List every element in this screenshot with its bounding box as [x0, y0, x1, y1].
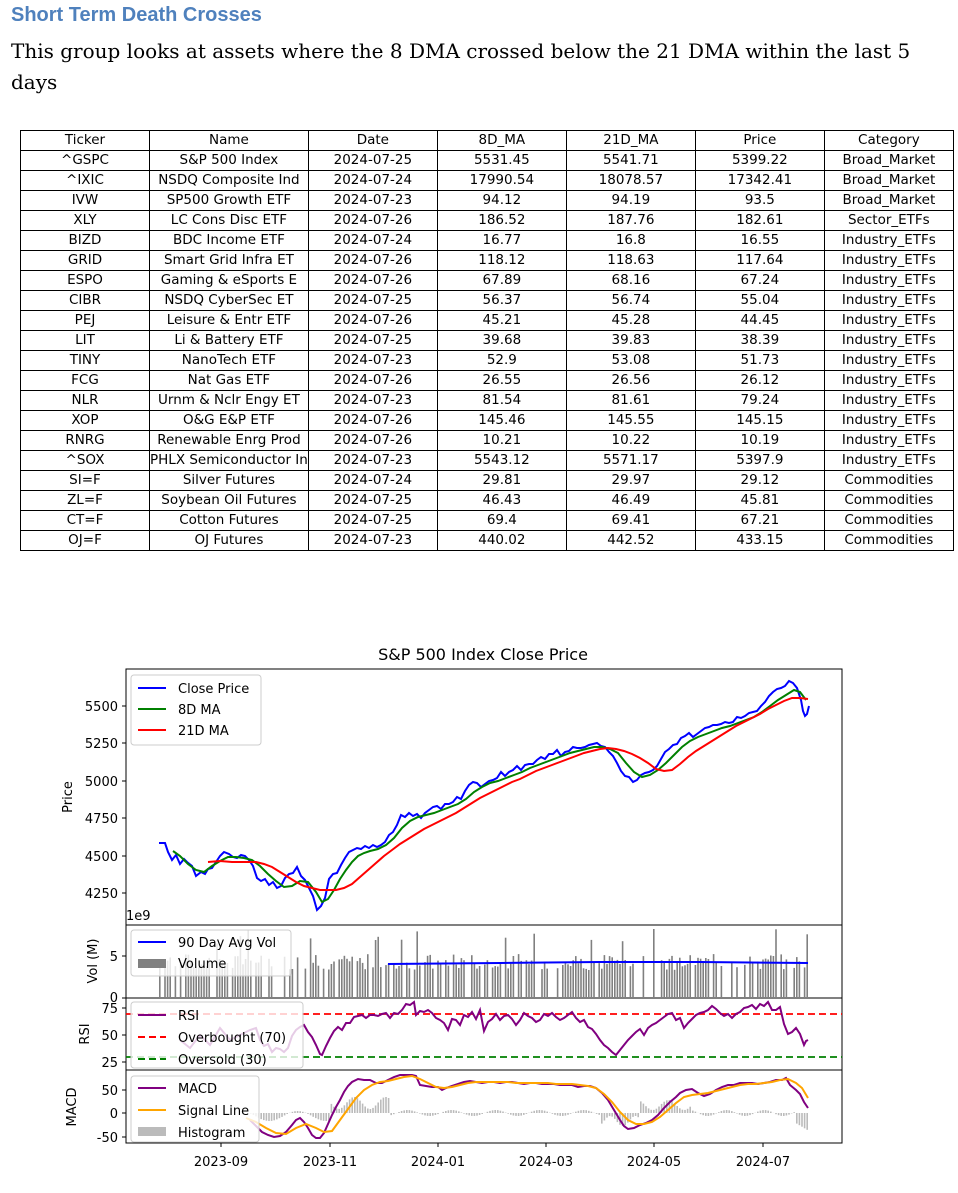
svg-text:5000: 5000	[85, 775, 118, 790]
cell-category: Broad_Market	[824, 151, 953, 171]
cell-21d-ma: 46.49	[566, 491, 695, 511]
avg-volume-line	[388, 962, 808, 964]
cell-date: 2024-07-26	[308, 211, 437, 231]
cell-ticker: RNRG	[21, 431, 150, 451]
svg-text:5250: 5250	[85, 737, 118, 752]
svg-text:0: 0	[110, 1107, 118, 1122]
svg-text:2023-09: 2023-09	[194, 1155, 248, 1170]
macd-legend	[131, 1076, 259, 1142]
legend-oversold: Oversold (30)	[178, 1053, 267, 1068]
cell-21d-ma: 81.61	[566, 391, 695, 411]
signal-line	[246, 1076, 808, 1134]
cell-price: 182.61	[695, 211, 824, 231]
table-row	[21, 211, 954, 231]
table-row	[21, 531, 954, 551]
cell-name: OJ Futures	[150, 531, 309, 551]
cell-21d-ma: 118.63	[566, 251, 695, 271]
cell-category: Industry_ETFs	[824, 451, 953, 471]
cell-ticker: ^IXIC	[21, 171, 150, 191]
col-header-name: Name	[150, 131, 309, 151]
cell-date: 2024-07-26	[308, 271, 437, 291]
cell-price: 79.24	[695, 391, 824, 411]
cell-21d-ma: 26.56	[566, 371, 695, 391]
cell-ticker: FCG	[21, 371, 150, 391]
col-header-category: Category	[824, 131, 953, 151]
chart-title: S&P 500 Index Close Price	[378, 645, 588, 664]
cell-price: 55.04	[695, 291, 824, 311]
table-row	[21, 351, 954, 371]
price-legend	[131, 675, 261, 745]
svg-text:25: 25	[101, 1056, 118, 1071]
svg-text:2024-05: 2024-05	[627, 1155, 681, 1170]
cell-category: Industry_ETFs	[824, 431, 953, 451]
cell-ticker: ESPO	[21, 271, 150, 291]
cell-category: Commodities	[824, 511, 953, 531]
cell-category: Industry_ETFs	[824, 371, 953, 391]
cell-name: Gaming & eSports E	[150, 271, 309, 291]
cell-ticker: LIT	[21, 331, 150, 351]
col-header-8d-ma: 8D_MA	[437, 131, 566, 151]
svg-text:-50: -50	[97, 1131, 118, 1146]
macd-y-axis	[97, 1084, 126, 1146]
death-cross-table	[20, 130, 954, 551]
cell-price: 67.24	[695, 271, 824, 291]
table-row	[21, 251, 954, 271]
cell-price: 29.12	[695, 471, 824, 491]
cell-21d-ma: 10.22	[566, 431, 695, 451]
table-row	[21, 231, 954, 251]
table-row	[21, 171, 954, 191]
legend-histogram: Histogram	[178, 1126, 245, 1141]
cell-8d-ma: 16.77	[437, 231, 566, 251]
cell-name: Soybean Oil Futures	[150, 491, 309, 511]
cell-name: NanoTech ETF	[150, 351, 309, 371]
cell-name: Cotton Futures	[150, 511, 309, 531]
table-row	[21, 411, 954, 431]
cell-ticker: ^GSPC	[21, 151, 150, 171]
cell-8d-ma: 29.81	[437, 471, 566, 491]
cell-21d-ma: 94.19	[566, 191, 695, 211]
cell-21d-ma: 442.52	[566, 531, 695, 551]
cell-category: Industry_ETFs	[824, 411, 953, 431]
cell-date: 2024-07-26	[308, 431, 437, 451]
cell-21d-ma: 45.28	[566, 311, 695, 331]
legend-close-price: Close Price	[178, 682, 249, 697]
svg-text:5500: 5500	[85, 700, 118, 715]
col-header-date: Date	[308, 131, 437, 151]
cell-8d-ma: 67.89	[437, 271, 566, 291]
cell-ticker: TINY	[21, 351, 150, 371]
volume-y-label: Vol (M)	[86, 939, 101, 984]
cell-category: Broad_Market	[824, 171, 953, 191]
cell-8d-ma: 5543.12	[437, 451, 566, 471]
svg-text:4750: 4750	[85, 812, 118, 827]
cell-date: 2024-07-26	[308, 251, 437, 271]
table-row	[21, 511, 954, 531]
cell-price: 38.39	[695, 331, 824, 351]
cell-date: 2024-07-23	[308, 391, 437, 411]
offset-text: 1e9	[126, 909, 151, 924]
cell-8d-ma: 45.21	[437, 311, 566, 331]
cell-name: Urnm & Nclr Engy ET	[150, 391, 309, 411]
table-row	[21, 311, 954, 331]
cell-8d-ma: 440.02	[437, 531, 566, 551]
legend-macd: MACD	[178, 1082, 217, 1097]
table-row	[21, 471, 954, 491]
col-header-ticker: Ticker	[21, 131, 150, 151]
svg-text:2024-01: 2024-01	[411, 1155, 465, 1170]
legend-21d-ma: 21D MA	[178, 724, 229, 739]
cell-date: 2024-07-26	[308, 411, 437, 431]
cell-ticker: IVW	[21, 191, 150, 211]
cell-category: Broad_Market	[824, 191, 953, 211]
cell-price: 26.12	[695, 371, 824, 391]
cell-price: 45.81	[695, 491, 824, 511]
8d-ma-line	[173, 690, 806, 902]
cell-category: Industry_ETFs	[824, 331, 953, 351]
cell-8d-ma: 46.43	[437, 491, 566, 511]
cell-21d-ma: 53.08	[566, 351, 695, 371]
cell-date: 2024-07-25	[308, 331, 437, 351]
cell-price: 5397.9	[695, 451, 824, 471]
cell-price: 433.15	[695, 531, 824, 551]
cell-ticker: SI=F	[21, 471, 150, 491]
price-y-axis	[85, 700, 126, 902]
cell-21d-ma: 5571.17	[566, 451, 695, 471]
legend-rsi: RSI	[178, 1009, 199, 1024]
cell-price: 5399.22	[695, 151, 824, 171]
cell-date: 2024-07-25	[308, 511, 437, 531]
cell-name: BDC Income ETF	[150, 231, 309, 251]
cell-8d-ma: 10.21	[437, 431, 566, 451]
cell-ticker: XLY	[21, 211, 150, 231]
cell-ticker: CT=F	[21, 511, 150, 531]
cell-category: Commodities	[824, 471, 953, 491]
svg-text:50: 50	[101, 1029, 118, 1044]
cell-price: 17342.41	[695, 171, 824, 191]
cell-21d-ma: 5541.71	[566, 151, 695, 171]
svg-text:75: 75	[101, 1002, 118, 1017]
cell-category: Sector_ETFs	[824, 211, 953, 231]
cell-ticker: ZL=F	[21, 491, 150, 511]
legend-avg-vol: 90 Day Avg Vol	[178, 936, 276, 951]
cell-ticker: GRID	[21, 251, 150, 271]
cell-21d-ma: 39.83	[566, 331, 695, 351]
price-y-label: Price	[61, 781, 76, 813]
cell-price: 16.55	[695, 231, 824, 251]
cell-category: Commodities	[824, 491, 953, 511]
rsi-legend	[131, 1002, 303, 1068]
cell-category: Industry_ETFs	[824, 311, 953, 331]
cell-name: SP500 Growth ETF	[150, 191, 309, 211]
legend-signal: Signal Line	[178, 1104, 249, 1119]
volume-legend	[131, 930, 291, 976]
cell-price: 117.64	[695, 251, 824, 271]
legend-volume: Volume	[178, 957, 226, 972]
21d-ma-line	[208, 698, 808, 890]
cell-date: 2024-07-24	[308, 171, 437, 191]
col-header-21d-ma: 21D_MA	[566, 131, 695, 151]
table-row	[21, 371, 954, 391]
cell-ticker: CIBR	[21, 291, 150, 311]
table-header-row	[21, 131, 954, 151]
table-row	[21, 331, 954, 351]
cell-8d-ma: 145.46	[437, 411, 566, 431]
cell-name: Silver Futures	[150, 471, 309, 491]
svg-text:50: 50	[101, 1084, 118, 1099]
svg-text:0: 0	[110, 991, 118, 1006]
table-row	[21, 451, 954, 471]
cell-name: Leisure & Entr ETF	[150, 311, 309, 331]
cell-date: 2024-07-25	[308, 491, 437, 511]
cell-8d-ma: 39.68	[437, 331, 566, 351]
section-heading: Short Term Death Crosses	[11, 4, 262, 27]
cell-21d-ma: 16.8	[566, 231, 695, 251]
cell-8d-ma: 118.12	[437, 251, 566, 271]
cell-price: 44.45	[695, 311, 824, 331]
cell-name: Smart Grid Infra ET	[150, 251, 309, 271]
section-description: This group looks at assets where the 8 DMA crossed below the 21 DMA within the last 5 days	[11, 36, 941, 98]
cell-category: Industry_ETFs	[824, 351, 953, 371]
cell-price: 67.21	[695, 511, 824, 531]
table-row	[21, 191, 954, 211]
cell-21d-ma: 69.41	[566, 511, 695, 531]
cell-date: 2024-07-24	[308, 231, 437, 251]
cell-8d-ma: 69.4	[437, 511, 566, 531]
svg-text:2024-07: 2024-07	[736, 1155, 790, 1170]
legend-overbought: Overbought (70)	[178, 1031, 286, 1046]
cell-name: NSDQ CyberSec ET	[150, 291, 309, 311]
cell-name: LC Cons Disc ETF	[150, 211, 309, 231]
svg-text:4250: 4250	[85, 887, 118, 902]
cell-ticker: PEJ	[21, 311, 150, 331]
cell-category: Industry_ETFs	[824, 291, 953, 311]
cell-ticker: NLR	[21, 391, 150, 411]
x-axis	[194, 1143, 790, 1170]
sp500-chart	[0, 640, 958, 1188]
cell-price: 10.19	[695, 431, 824, 451]
cell-8d-ma: 5531.45	[437, 151, 566, 171]
cell-price: 145.15	[695, 411, 824, 431]
table-row	[21, 491, 954, 511]
cell-name: NSDQ Composite Ind	[150, 171, 309, 191]
cell-21d-ma: 56.74	[566, 291, 695, 311]
cell-name: Li & Battery ETF	[150, 331, 309, 351]
rsi-y-axis	[101, 1002, 126, 1071]
cell-category: Industry_ETFs	[824, 231, 953, 251]
svg-text:2023-11: 2023-11	[303, 1155, 357, 1170]
cell-8d-ma: 56.37	[437, 291, 566, 311]
cell-8d-ma: 94.12	[437, 191, 566, 211]
table-row	[21, 151, 954, 171]
table-row	[21, 391, 954, 411]
svg-text:5: 5	[110, 950, 118, 965]
svg-text:2024-03: 2024-03	[519, 1155, 573, 1170]
cell-name: PHLX Semiconductor In	[150, 451, 309, 471]
volume-y-axis	[110, 950, 126, 1006]
cell-name: Renewable Enrg Prod	[150, 431, 309, 451]
macd-y-label: MACD	[65, 1088, 80, 1127]
cell-price: 51.73	[695, 351, 824, 371]
cell-date: 2024-07-23	[308, 351, 437, 371]
cell-21d-ma: 68.16	[566, 271, 695, 291]
cell-8d-ma: 17990.54	[437, 171, 566, 191]
table-row	[21, 431, 954, 451]
cell-21d-ma: 145.55	[566, 411, 695, 431]
cell-21d-ma: 29.97	[566, 471, 695, 491]
cell-date: 2024-07-24	[308, 471, 437, 491]
cell-category: Commodities	[824, 531, 953, 551]
cell-date: 2024-07-25	[308, 151, 437, 171]
cell-ticker: ^SOX	[21, 451, 150, 471]
table-row	[21, 271, 954, 291]
svg-text:4500: 4500	[85, 850, 118, 865]
cell-date: 2024-07-26	[308, 311, 437, 331]
cell-ticker: OJ=F	[21, 531, 150, 551]
cell-8d-ma: 52.9	[437, 351, 566, 371]
cell-date: 2024-07-25	[308, 291, 437, 311]
table-row	[21, 291, 954, 311]
col-header-price: Price	[695, 131, 824, 151]
cell-ticker: BIZD	[21, 231, 150, 251]
cell-date: 2024-07-26	[308, 371, 437, 391]
cell-8d-ma: 26.55	[437, 371, 566, 391]
cell-date: 2024-07-23	[308, 191, 437, 211]
cell-category: Industry_ETFs	[824, 391, 953, 411]
cell-date: 2024-07-23	[308, 531, 437, 551]
cell-name: O&G E&P ETF	[150, 411, 309, 431]
legend-8d-ma: 8D MA	[178, 703, 221, 718]
cell-name: Nat Gas ETF	[150, 371, 309, 391]
cell-name: S&P 500 Index	[150, 151, 309, 171]
cell-ticker: XOP	[21, 411, 150, 431]
cell-category: Industry_ETFs	[824, 271, 953, 291]
cell-8d-ma: 81.54	[437, 391, 566, 411]
cell-price: 93.5	[695, 191, 824, 211]
cell-date: 2024-07-23	[308, 451, 437, 471]
cell-8d-ma: 186.52	[437, 211, 566, 231]
rsi-y-label: RSI	[78, 1023, 93, 1044]
cell-category: Industry_ETFs	[824, 251, 953, 271]
cell-21d-ma: 18078.57	[566, 171, 695, 191]
cell-21d-ma: 187.76	[566, 211, 695, 231]
